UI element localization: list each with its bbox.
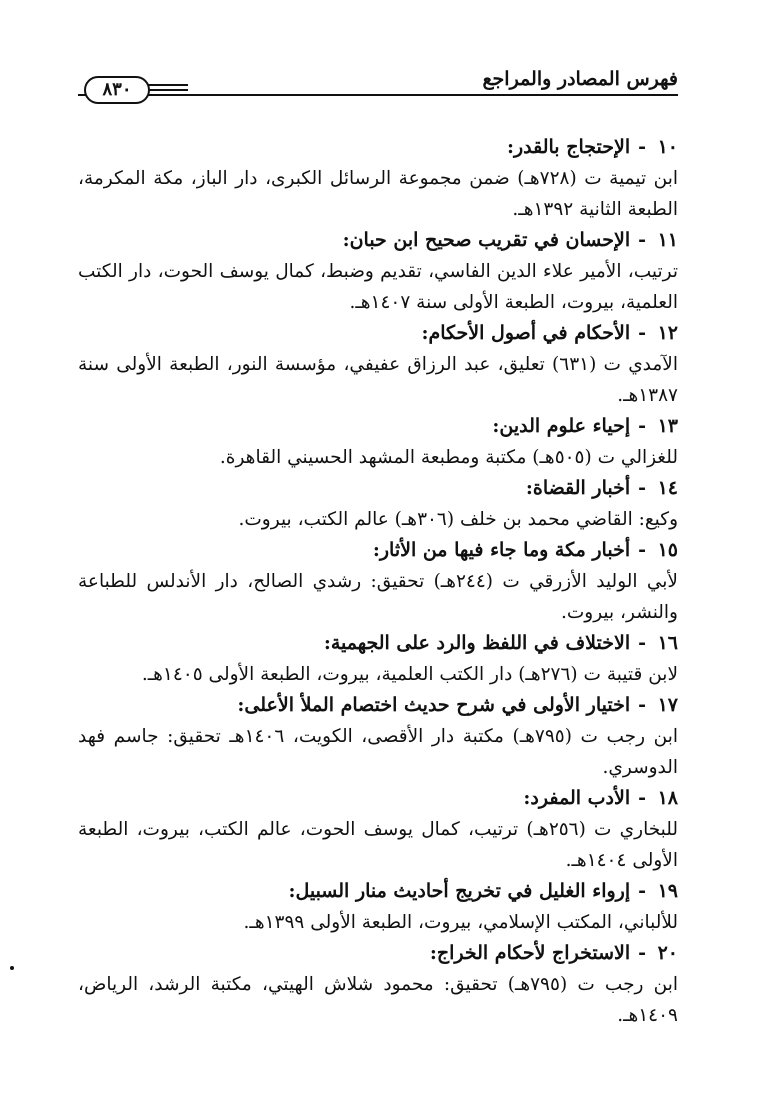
entry-dash: - xyxy=(638,229,646,251)
entry-citation: الآمدي ت (٦٣١) تعليق، عبد الرزاق عفيفي، مؤسسة النور، الطبعة الأولى سنة ١٣٨٧هـ. xyxy=(78,354,678,406)
page-header xyxy=(78,62,678,106)
bibliography-entry xyxy=(78,938,678,1031)
bibliography-entry xyxy=(78,318,678,411)
entry-citation: للغزالي ت (٥٠٥هـ) مكتبة ومطبعة المشهد الحسيني القاهرة. xyxy=(219,447,678,468)
entry-heading xyxy=(78,628,678,659)
entry-dash: - xyxy=(638,942,646,964)
entry-number: ٢٠ xyxy=(657,942,678,964)
bibliography-list xyxy=(78,132,678,1031)
entry-title: أخبار القضاة: xyxy=(525,477,631,499)
bibliography-entry xyxy=(78,535,678,628)
entry-citation: وكيع: القاضي محمد بن خلف (٣٠٦هـ) عالم الكتب، بيروت. xyxy=(238,509,678,530)
bibliography-entry xyxy=(78,411,678,473)
entry-heading xyxy=(78,690,678,721)
bibliography-entry xyxy=(78,876,678,938)
entry-heading xyxy=(78,938,678,969)
entry-citation: ترتيب، الأمير علاء الدين الفاسي، تقديم وضبط، كمال يوسف الحوت، دار الكتب العلمية، بيروت، الطبعة الأولى سنة ١٤٠٧هـ. xyxy=(78,261,678,313)
margin-dot xyxy=(10,966,14,970)
entry-title: الأحكام في أصول الأحكام: xyxy=(421,322,631,344)
entry-dash: - xyxy=(638,136,646,158)
entry-dash: - xyxy=(638,632,646,654)
entry-dash: - xyxy=(638,477,646,499)
entry-title: اختيار الأولى في شرح حديث اختصام الملأ الأعلى: xyxy=(237,694,631,716)
running-title: فهرس المصادر والمراجع xyxy=(482,68,678,90)
entry-title: الاختلاف في اللفظ والرد على الجهمية: xyxy=(323,632,631,654)
entry-dash: - xyxy=(638,322,646,344)
entry-heading xyxy=(78,132,678,163)
entry-dash: - xyxy=(638,880,646,902)
entry-number: ١٦ xyxy=(657,632,678,654)
entry-title: إرواء الغليل في تخريج أحاديث منار السبيل: xyxy=(288,880,631,902)
entry-heading xyxy=(78,473,678,504)
entry-number: ١٠ xyxy=(657,136,678,158)
entry-heading xyxy=(78,411,678,442)
entry-heading xyxy=(78,783,678,814)
entry-number: ١٩ xyxy=(657,880,678,902)
entry-title: الأدب المفرد: xyxy=(523,787,631,809)
bibliography-entry xyxy=(78,473,678,535)
entry-heading xyxy=(78,876,678,907)
entry-title: أخبار مكة وما جاء فيها من الأثار: xyxy=(372,539,631,561)
entry-number: ١٧ xyxy=(657,694,678,716)
entry-citation: للبخاري ت (٢٥٦هـ) ترتيب، كمال يوسف الحوت، عالم الكتب، بيروت، الطبعة الأولى ١٤٠٤هـ. xyxy=(78,819,678,871)
entry-heading xyxy=(78,318,678,349)
bibliography-entry xyxy=(78,783,678,876)
entry-title: الإحتجاج بالقدر: xyxy=(506,136,631,158)
entry-citation: ابن تيمية ت (٧٢٨هـ) ضمن مجموعة الرسائل الكبرى، دار الباز، مكة المكرمة، الطبعة الثانية ١٣٩٢هـ. xyxy=(78,168,678,220)
page-number: ٨٣٠ xyxy=(84,76,150,104)
entry-heading xyxy=(78,225,678,256)
bibliography-entry xyxy=(78,225,678,318)
entry-number: ١١ xyxy=(657,229,678,251)
header-double-rule xyxy=(148,84,188,98)
entry-citation: ابن رجب ت (٧٩٥هـ) مكتبة دار الأقصى، الكويت، ١٤٠٦هـ تحقيق: جاسم فهد الدوسري. xyxy=(78,726,679,778)
entry-citation: للألباني، المكتب الإسلامي، بيروت، الطبعة الأولى ١٣٩٩هـ. xyxy=(243,912,678,933)
entry-citation: ابن رجب ت (٧٩٥هـ) تحقيق: محمود شلاش الهيتي، مكتبة الرشد، الرياض، ١٤٠٩هـ. xyxy=(78,974,679,1026)
entry-title: الإحسان في تقريب صحيح ابن حبان: xyxy=(342,229,631,251)
bibliography-entry xyxy=(78,628,678,690)
entry-number: ١٣ xyxy=(657,415,678,437)
entry-number: ١٨ xyxy=(657,787,678,809)
entry-title: الاستخراج لأحكام الخراج: xyxy=(429,942,631,964)
entry-dash: - xyxy=(638,539,646,561)
entry-citation: لأبي الوليد الأزرقي ت (٢٤٤هـ) تحقيق: رشدي الصالح، دار الأندلس للطباعة والنشر، بيروت. xyxy=(78,571,678,623)
entry-citation: لابن قتيبة ت (٢٧٦هـ) دار الكتب العلمية، بيروت، الطبعة الأولى ١٤٠٥هـ. xyxy=(141,664,678,685)
entry-number: ١٥ xyxy=(657,539,678,561)
entry-number: ١٢ xyxy=(657,322,678,344)
bibliography-entry xyxy=(78,690,678,783)
entry-dash: - xyxy=(638,694,646,716)
entry-number: ١٤ xyxy=(657,477,678,499)
entry-dash: - xyxy=(638,787,646,809)
entry-title: إحياء علوم الدين: xyxy=(492,415,631,437)
entry-heading xyxy=(78,535,678,566)
entry-dash: - xyxy=(638,415,646,437)
bibliography-entry xyxy=(78,132,678,225)
